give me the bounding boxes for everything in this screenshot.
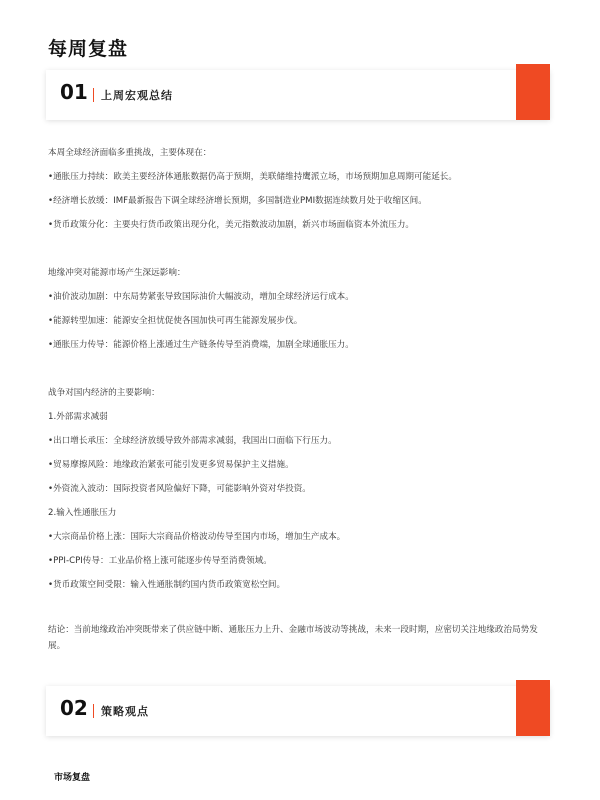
section-header-02 <box>46 686 550 736</box>
market-review-label: 市场复盘 <box>54 773 91 783</box>
list-item: •出口增长承压：全球经济放缓导致外部需求减弱，我国出口面临下行压力。 <box>48 436 337 446</box>
accent-block <box>516 64 550 120</box>
list-item: •通胀压力传导：能源价格上涨通过生产链条传导至消费端，加剧全球通胀压力。 <box>48 340 354 350</box>
accent-block <box>516 680 550 736</box>
section-number: 01 <box>60 80 88 104</box>
energy-intro: 地缘冲突对能源市场产生深远影响： <box>48 268 186 278</box>
subheading: 1.外部需求减弱 <box>48 412 108 422</box>
section-divider <box>93 88 94 102</box>
list-item: •经济增长放缓：IMF最新报告下调全球经济增长预期，多国制造业PMI数据连续数月处于收缩区间。 <box>48 196 427 206</box>
list-item: •外资流入波动：国际投资者风险偏好下降，可能影响外资对华投资。 <box>48 484 311 494</box>
section-title: 策略观点 <box>101 705 149 718</box>
section-header-01 <box>46 70 550 120</box>
list-item: •货币政策空间受限：输入性通胀制约国内货币政策宽松空间。 <box>48 580 286 590</box>
summary-intro: 本周全球经济面临多重挑战，主要体现在： <box>48 148 212 158</box>
summary-content <box>48 146 553 654</box>
subheading: 2.输入性通胀压力 <box>48 508 117 518</box>
page-title: 每周复盘 <box>48 38 129 60</box>
list-item: •通胀压力持续：欧美主要经济体通胀数据仍高于预期，美联储维持鹰派立场，市场预期加息周期可能延长。 <box>48 172 457 182</box>
list-item: •油价波动加剧：中东局势紧张导致国际油价大幅波动，增加全球经济运行成本。 <box>48 292 354 302</box>
list-item: •货币政策分化：主要央行货币政策出现分化，美元指数波动加剧，新兴市场面临资本外流压力。 <box>48 220 415 230</box>
section-number: 02 <box>60 696 88 720</box>
list-item: •大宗商品价格上涨：国际大宗商品价格波动传导至国内市场，增加生产成本。 <box>48 532 346 542</box>
list-item: •PPI-CPI传导：工业品价格上涨可能逐步传导至消费领域。 <box>48 556 272 566</box>
section-divider <box>93 704 94 718</box>
conclusion: 结论：当前地缘政治冲突既带来了供应链中断、通胀压力上升、金融市场波动等挑战，未来一段时期，应密切关注地缘政治局势发展。 <box>48 625 538 651</box>
list-item: •能源转型加速：能源安全担忧促使各国加快可再生能源发展步伐。 <box>48 316 303 326</box>
section-title: 上周宏观总结 <box>101 89 173 102</box>
war-intro: 战争对国内经济的主要影响： <box>48 388 160 398</box>
list-item: •贸易摩擦风险：地缘政治紧张可能引发更多贸易保护主义措施。 <box>48 460 294 470</box>
